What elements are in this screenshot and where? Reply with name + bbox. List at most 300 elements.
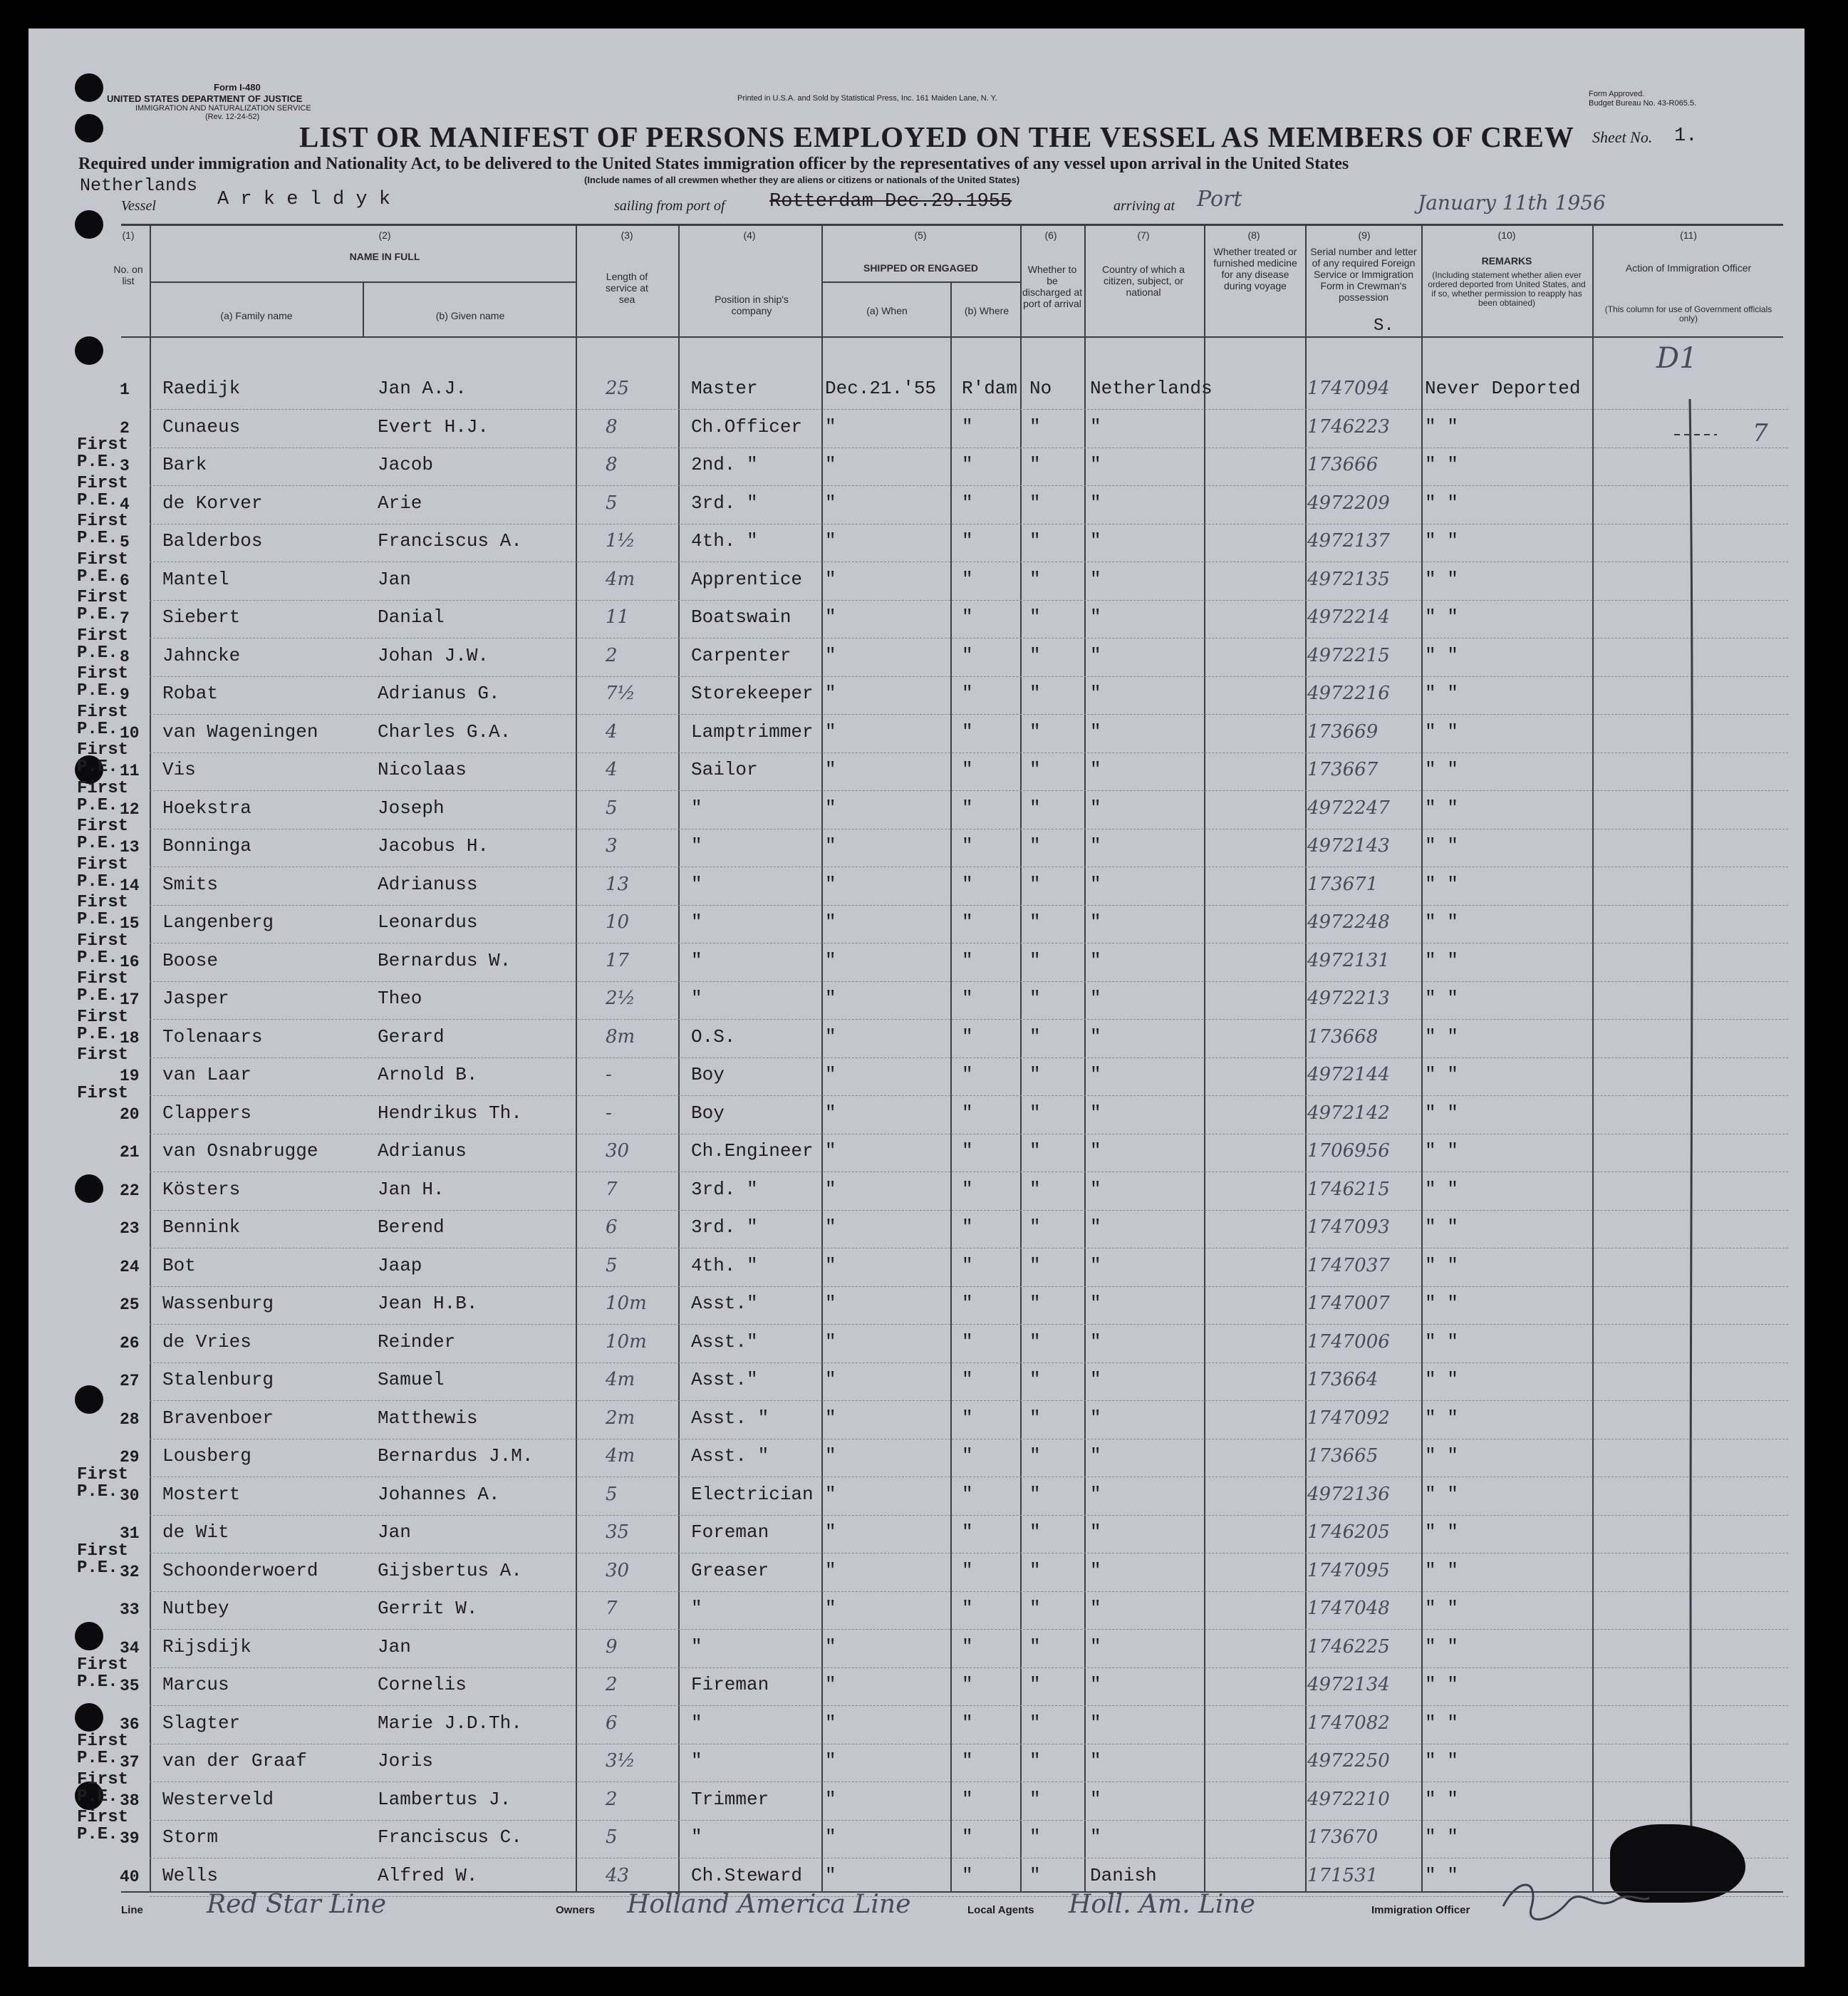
punch-hole [75,114,103,143]
service-length: - [606,1102,612,1124]
given-name: Gerard [378,1025,445,1048]
col10-header: REMARKS [1481,255,1532,267]
remarks: " " [1425,1102,1458,1124]
remarks: " " [1425,1559,1458,1581]
service-length: 7 [606,1598,618,1619]
serial-number: 4972250 [1307,1750,1390,1772]
service-length: 11 [606,606,630,628]
given-name: Johannes A. [378,1483,500,1505]
col5b-header: (b) Where [964,305,1009,316]
row-number: 5 [120,533,130,552]
row-number: 28 [120,1410,140,1429]
row-divider [150,1019,1788,1020]
row-divider [150,1820,1788,1821]
country: " [1090,1254,1101,1276]
discharge: " [1029,1750,1041,1772]
row-prefix: First P.E. [77,893,129,929]
position: " [691,949,702,971]
family-name: Schoonderwoerd [162,1559,318,1581]
shipped-where: " [962,988,973,1009]
serial-number: 173670 [1307,1826,1379,1848]
shipped-where: " [962,1330,973,1353]
row-number: 12 [120,800,140,819]
shipped-when: " [825,759,836,780]
position: " [691,1712,702,1734]
country: " [1090,949,1101,971]
discharge: " [1029,988,1041,1009]
shipped-when: " [825,1635,836,1658]
remarks: " " [1425,1293,1458,1314]
country: " [1090,644,1101,666]
service-length: 2 [606,1788,618,1810]
remarks: " " [1425,1674,1458,1695]
serial-number: 173668 [1307,1025,1379,1048]
shipped-where: " [962,1826,973,1848]
service-length: 2½ [606,988,635,1009]
family-name: Westerveld [162,1788,274,1810]
discharge: " [1029,1407,1041,1429]
shipped-when: " [825,1521,836,1543]
col1-number: (1) [122,229,135,241]
owners-label: Owners [556,1904,596,1916]
row-number: 1 [120,381,130,399]
serial-number: 1747048 [1307,1598,1390,1619]
serial-number: 4972247 [1307,797,1390,819]
discharge: " [1029,1864,1041,1886]
revision: (Rev. 12-24-52) [205,113,260,121]
serial-number: 173671 [1307,873,1379,895]
remarks: " " [1425,1712,1458,1734]
position: Boy [691,1102,725,1124]
serial-number: 4972142 [1307,1102,1390,1124]
row-number: 14 [120,876,140,895]
shipped-where: " [962,1674,973,1695]
remarks: " " [1425,1330,1458,1353]
discharge: " [1029,1330,1041,1353]
col1-header: No. on list [113,264,143,286]
remarks: " " [1425,1483,1458,1505]
family-name: Bravenboer [162,1407,274,1429]
service-length: 4m [606,1445,635,1467]
col8-number: (8) [1247,229,1260,241]
country: " [1090,1102,1101,1124]
country: " [1090,1178,1101,1200]
row-divider [150,1629,1788,1630]
row-number: 36 [120,1715,140,1734]
punch-hole [75,1174,103,1203]
owners-value: Holland America Line [627,1890,911,1919]
family-name: Balderbos [162,530,263,552]
shipped-when: " [825,1102,836,1124]
service-length: 10m [606,1293,647,1314]
country: " [1090,988,1101,1009]
col8-header: Whether treated or furnished medicine for any disease during voyage [1213,246,1297,291]
discharge: " [1029,1483,1041,1505]
row-number: 38 [120,1791,140,1810]
line-value: Red Star Line [207,1890,387,1919]
row-divider [150,1400,1788,1401]
shipped-when: " [825,797,836,819]
service-length: 13 [606,873,630,895]
service-length: 5 [606,492,618,514]
shipped-when: " [825,1064,836,1085]
discharge: " [1029,1254,1041,1276]
discharge: No [1029,378,1052,399]
family-name: Siebert [162,606,241,628]
shipped-when: " [825,1750,836,1772]
given-name: Adrianus G. [378,683,500,704]
position: Ch.Steward [691,1864,803,1886]
shipped-when: " [825,949,836,971]
shipped-where: " [962,949,973,971]
country: " [1090,1750,1101,1772]
row-number: 23 [120,1219,140,1238]
shipped-when: " [825,1674,836,1695]
serial-number: 4972214 [1307,606,1390,628]
serial-number: 1747092 [1307,1407,1390,1429]
country: " [1090,797,1101,819]
shipped-where: " [962,530,973,552]
col7-number: (7) [1137,229,1150,241]
service-length: 4 [606,720,618,743]
shipped-where: " [962,1140,973,1162]
row-number: 33 [120,1601,140,1619]
row-number: 2 [120,418,130,438]
shipped-when: " [825,1826,836,1848]
discharge: " [1029,644,1041,666]
row-prefix: First P.E. [77,1769,129,1806]
family-name: Bonninga [162,835,251,857]
position: Storekeeper [691,683,814,704]
row-number: 34 [120,1638,140,1658]
position: 3rd. " [691,1178,758,1200]
country: " [1090,454,1101,475]
punch-hole [75,73,103,102]
country: " [1090,683,1101,704]
country: " [1090,1635,1101,1658]
shipped-when: " [825,1330,836,1353]
col4-header: Position in ship's company [715,294,789,316]
col3-number: (3) [621,229,633,241]
service-length: 10m [606,1330,647,1353]
row-prefix: First P.E. [77,854,129,891]
position: Electrician [691,1483,814,1505]
remarks: " " [1425,644,1458,666]
row-number: 10 [120,723,140,743]
col2a-header: (a) Family name [220,310,293,321]
col2b-header: (b) Given name [435,310,505,321]
position: " [691,1826,702,1848]
remarks: " " [1425,492,1458,514]
given-name: Alfred W. [378,1864,478,1886]
service-length: 7 [606,1178,618,1200]
shipped-where: " [962,1521,973,1543]
row-number: 26 [120,1333,140,1353]
row-number: 19 [120,1067,140,1085]
row-number: 39 [120,1829,140,1848]
remarks: " " [1425,454,1458,475]
country: " [1090,1521,1101,1543]
discharge: " [1029,1674,1041,1695]
form-approved: Form Approved. [1589,90,1645,98]
position: 2nd. " [691,454,758,475]
service-length: 35 [606,1521,630,1543]
country: " [1090,568,1101,590]
serial-number: 1746205 [1307,1521,1390,1543]
col9-header: Serial number and letter of any required Foreign Service or Immigration Form in Crewman's possession [1310,246,1417,303]
arriving-label: arriving at [1114,198,1175,214]
row-prefix: First P.E. [77,664,129,700]
punch-hole [75,1622,103,1650]
remarks: " " [1425,911,1458,933]
family-name: Bennink [162,1216,241,1238]
family-name: van Laar [162,1064,251,1085]
service-length: 5 [606,1826,618,1848]
position: Ch.Engineer [691,1140,814,1162]
service-length: 9 [606,1635,618,1658]
row-divider [150,981,1788,982]
country: Netherlands [1090,378,1213,399]
country: " [1090,1025,1101,1048]
country: " [1090,1407,1101,1429]
family-name: van Osnabrugge [162,1140,318,1162]
col2-header: NAME IN FULL [349,251,420,262]
budget-bureau: Budget Bureau No. 43-R065.5. [1589,99,1697,108]
family-name: Clappers [162,1102,251,1124]
serial-number: 173667 [1307,759,1379,780]
discharge: " [1029,1178,1041,1200]
shipped-when: " [825,1025,836,1048]
shipped-where: " [962,873,973,895]
service-length: 5 [606,1254,618,1276]
shipped-where: " [962,1064,973,1085]
given-name: Jaap [378,1254,422,1276]
department: UNITED STATES DEPARTMENT OF JUSTICE [107,93,303,104]
line-label: Line [121,1904,143,1916]
discharge: " [1029,1102,1041,1124]
discharge: " [1029,1712,1041,1734]
discharge: " [1029,530,1041,552]
serial-number: 173666 [1307,454,1379,475]
given-name: Evert H.J. [378,415,489,438]
family-name: Jahncke [162,644,241,666]
row-prefix: First [77,1083,129,1103]
shipped-where: " [962,1254,973,1276]
remarks: " " [1425,1254,1458,1276]
row-prefix: First P.E. [77,1808,129,1844]
given-name: Arnold B. [378,1064,478,1085]
row-number: 37 [120,1753,140,1772]
position: " [691,1598,702,1619]
discharge: " [1029,415,1041,438]
country: " [1090,720,1101,743]
position: " [691,835,702,857]
service-length: 3 [606,835,618,857]
shipped-where: " [962,1788,973,1810]
col2-number: (2) [378,229,391,241]
given-name: Reinder [378,1330,456,1353]
row-number: 29 [120,1448,140,1467]
discharge: " [1029,797,1041,819]
position: " [691,1635,702,1658]
sheet-number: 1. [1674,125,1698,147]
family-name: Stalenburg [162,1369,274,1390]
row-number: 20 [120,1105,140,1124]
discharge: " [1029,492,1041,514]
service-length: 2 [606,644,618,666]
remarks: " " [1425,1521,1458,1543]
row-divider [150,1210,1788,1211]
family-name: Mostert [162,1483,241,1505]
discharge: " [1029,911,1041,933]
row-divider [150,1095,1788,1096]
position: 3rd. " [691,1216,758,1238]
col11-header: Action of Immigration Officer [1625,262,1752,274]
shipped-when: " [825,1445,836,1467]
shipped-where: " [962,1864,973,1886]
service-length: 8 [606,415,618,438]
row-divider [150,714,1788,715]
remarks: " " [1425,797,1458,819]
remarks: " " [1425,1216,1458,1238]
family-name: Slagter [162,1712,241,1734]
discharge: " [1029,1369,1041,1390]
serial-number: 1747037 [1307,1254,1390,1276]
service-length: 7½ [606,683,635,704]
remarks: " " [1425,1064,1458,1085]
family-name: Storm [162,1826,219,1848]
shipped-when: " [825,1864,836,1886]
discharge: " [1029,1598,1041,1619]
discharge: " [1029,1025,1041,1048]
row-prefix: First P.E. [77,969,129,1005]
service-length: 43 [606,1864,630,1886]
country: " [1090,1826,1101,1848]
serial-number: 1747095 [1307,1559,1390,1581]
remarks: " " [1425,683,1458,704]
row-divider [150,1705,1788,1706]
position: 4th. " [691,1254,758,1276]
shipped-when: " [825,1293,836,1314]
given-name: Gerrit W. [378,1598,478,1619]
shipped-where: " [962,911,973,933]
discharge: " [1029,606,1041,628]
position: 3rd. " [691,492,758,514]
punch-hole [75,1385,103,1414]
row-number: 15 [120,914,140,933]
family-name: Mantel [162,568,229,590]
row-number: 16 [120,952,140,971]
position: Carpenter [691,644,791,666]
row-prefix: First P.E. [77,626,129,663]
country: " [1090,835,1101,857]
family-name: Hoekstra [162,797,251,819]
row-number: 35 [120,1677,140,1695]
remarks: " " [1425,1864,1458,1886]
row-prefix: First P.E. [77,588,129,624]
country: " [1090,1140,1101,1162]
row-divider [150,1286,1788,1287]
country: Danish [1090,1864,1157,1886]
arriving-at: Port [1197,187,1242,212]
country: " [1090,759,1101,780]
service-length: 1½ [606,530,635,552]
serial-number: 173664 [1307,1369,1379,1390]
serial-number: 1747007 [1307,1293,1390,1314]
service-length: 4m [606,568,635,590]
shipped-when: " [825,1712,836,1734]
officer-signature [1496,1863,1653,1942]
country: " [1090,415,1101,438]
sailing-from: Rotterdam Dec.29.1955 [769,191,1012,212]
col9-number: (9) [1358,229,1371,241]
row-number: 18 [120,1028,140,1048]
row-prefix: First [77,1045,129,1065]
row-prefix: First P.E. [77,931,129,968]
discharge: " [1029,1216,1041,1238]
row-divider [150,600,1788,601]
shipped-when: " [825,1369,836,1390]
row-number: 25 [120,1296,140,1314]
position: Asst." [691,1330,758,1353]
serial-number: 4972135 [1307,568,1390,590]
row-prefix: First P.E. [77,1007,129,1044]
given-name: Bernardus J.M. [378,1445,534,1467]
col4-number: (4) [743,229,756,241]
shipped-when: " [825,683,836,704]
row-number: 22 [120,1181,140,1200]
shipped-where: " [962,644,973,666]
country: " [1090,492,1101,514]
given-name: Franciscus A. [378,530,522,552]
row-prefix: First P.E. [77,702,129,739]
given-name: Marie J.D.Th. [378,1712,522,1734]
country: " [1090,1330,1101,1353]
discharge: " [1029,1521,1041,1543]
col5-number: (5) [914,229,927,241]
position: Asst." [691,1369,758,1390]
shipped-where: " [962,415,973,438]
position: " [691,911,702,933]
position: " [691,873,702,895]
service-length: 4m [606,1369,635,1390]
service-length: 8 [606,454,618,475]
row-divider [150,790,1788,791]
serial-number: 1706956 [1307,1140,1390,1162]
col10-number: (10) [1497,229,1516,241]
col6-header: Whether to be discharged at port of arrival [1022,264,1083,309]
vessel-name: A r k e l d y k [217,189,391,210]
punch-hole [75,1703,103,1732]
family-name: de Korver [162,492,263,514]
service-length: 10 [606,911,630,933]
row-number: 9 [120,686,130,704]
row-divider [150,1324,1788,1325]
col5-header: SHIPPED OR ENGAGED [863,262,979,274]
given-name: Theo [378,988,422,1009]
remarks: " " [1425,530,1458,552]
shipped-where: " [962,1483,973,1505]
shipped-where: " [962,606,973,628]
given-name: Berend [378,1216,445,1238]
remarks: " " [1425,1369,1458,1390]
serial-number: 4972213 [1307,988,1390,1009]
remarks: " " [1425,1140,1458,1162]
family-name: Jasper [162,988,229,1009]
serial-number: 4972248 [1307,911,1390,933]
remarks: " " [1425,1025,1458,1048]
shipped-where: " [962,568,973,590]
